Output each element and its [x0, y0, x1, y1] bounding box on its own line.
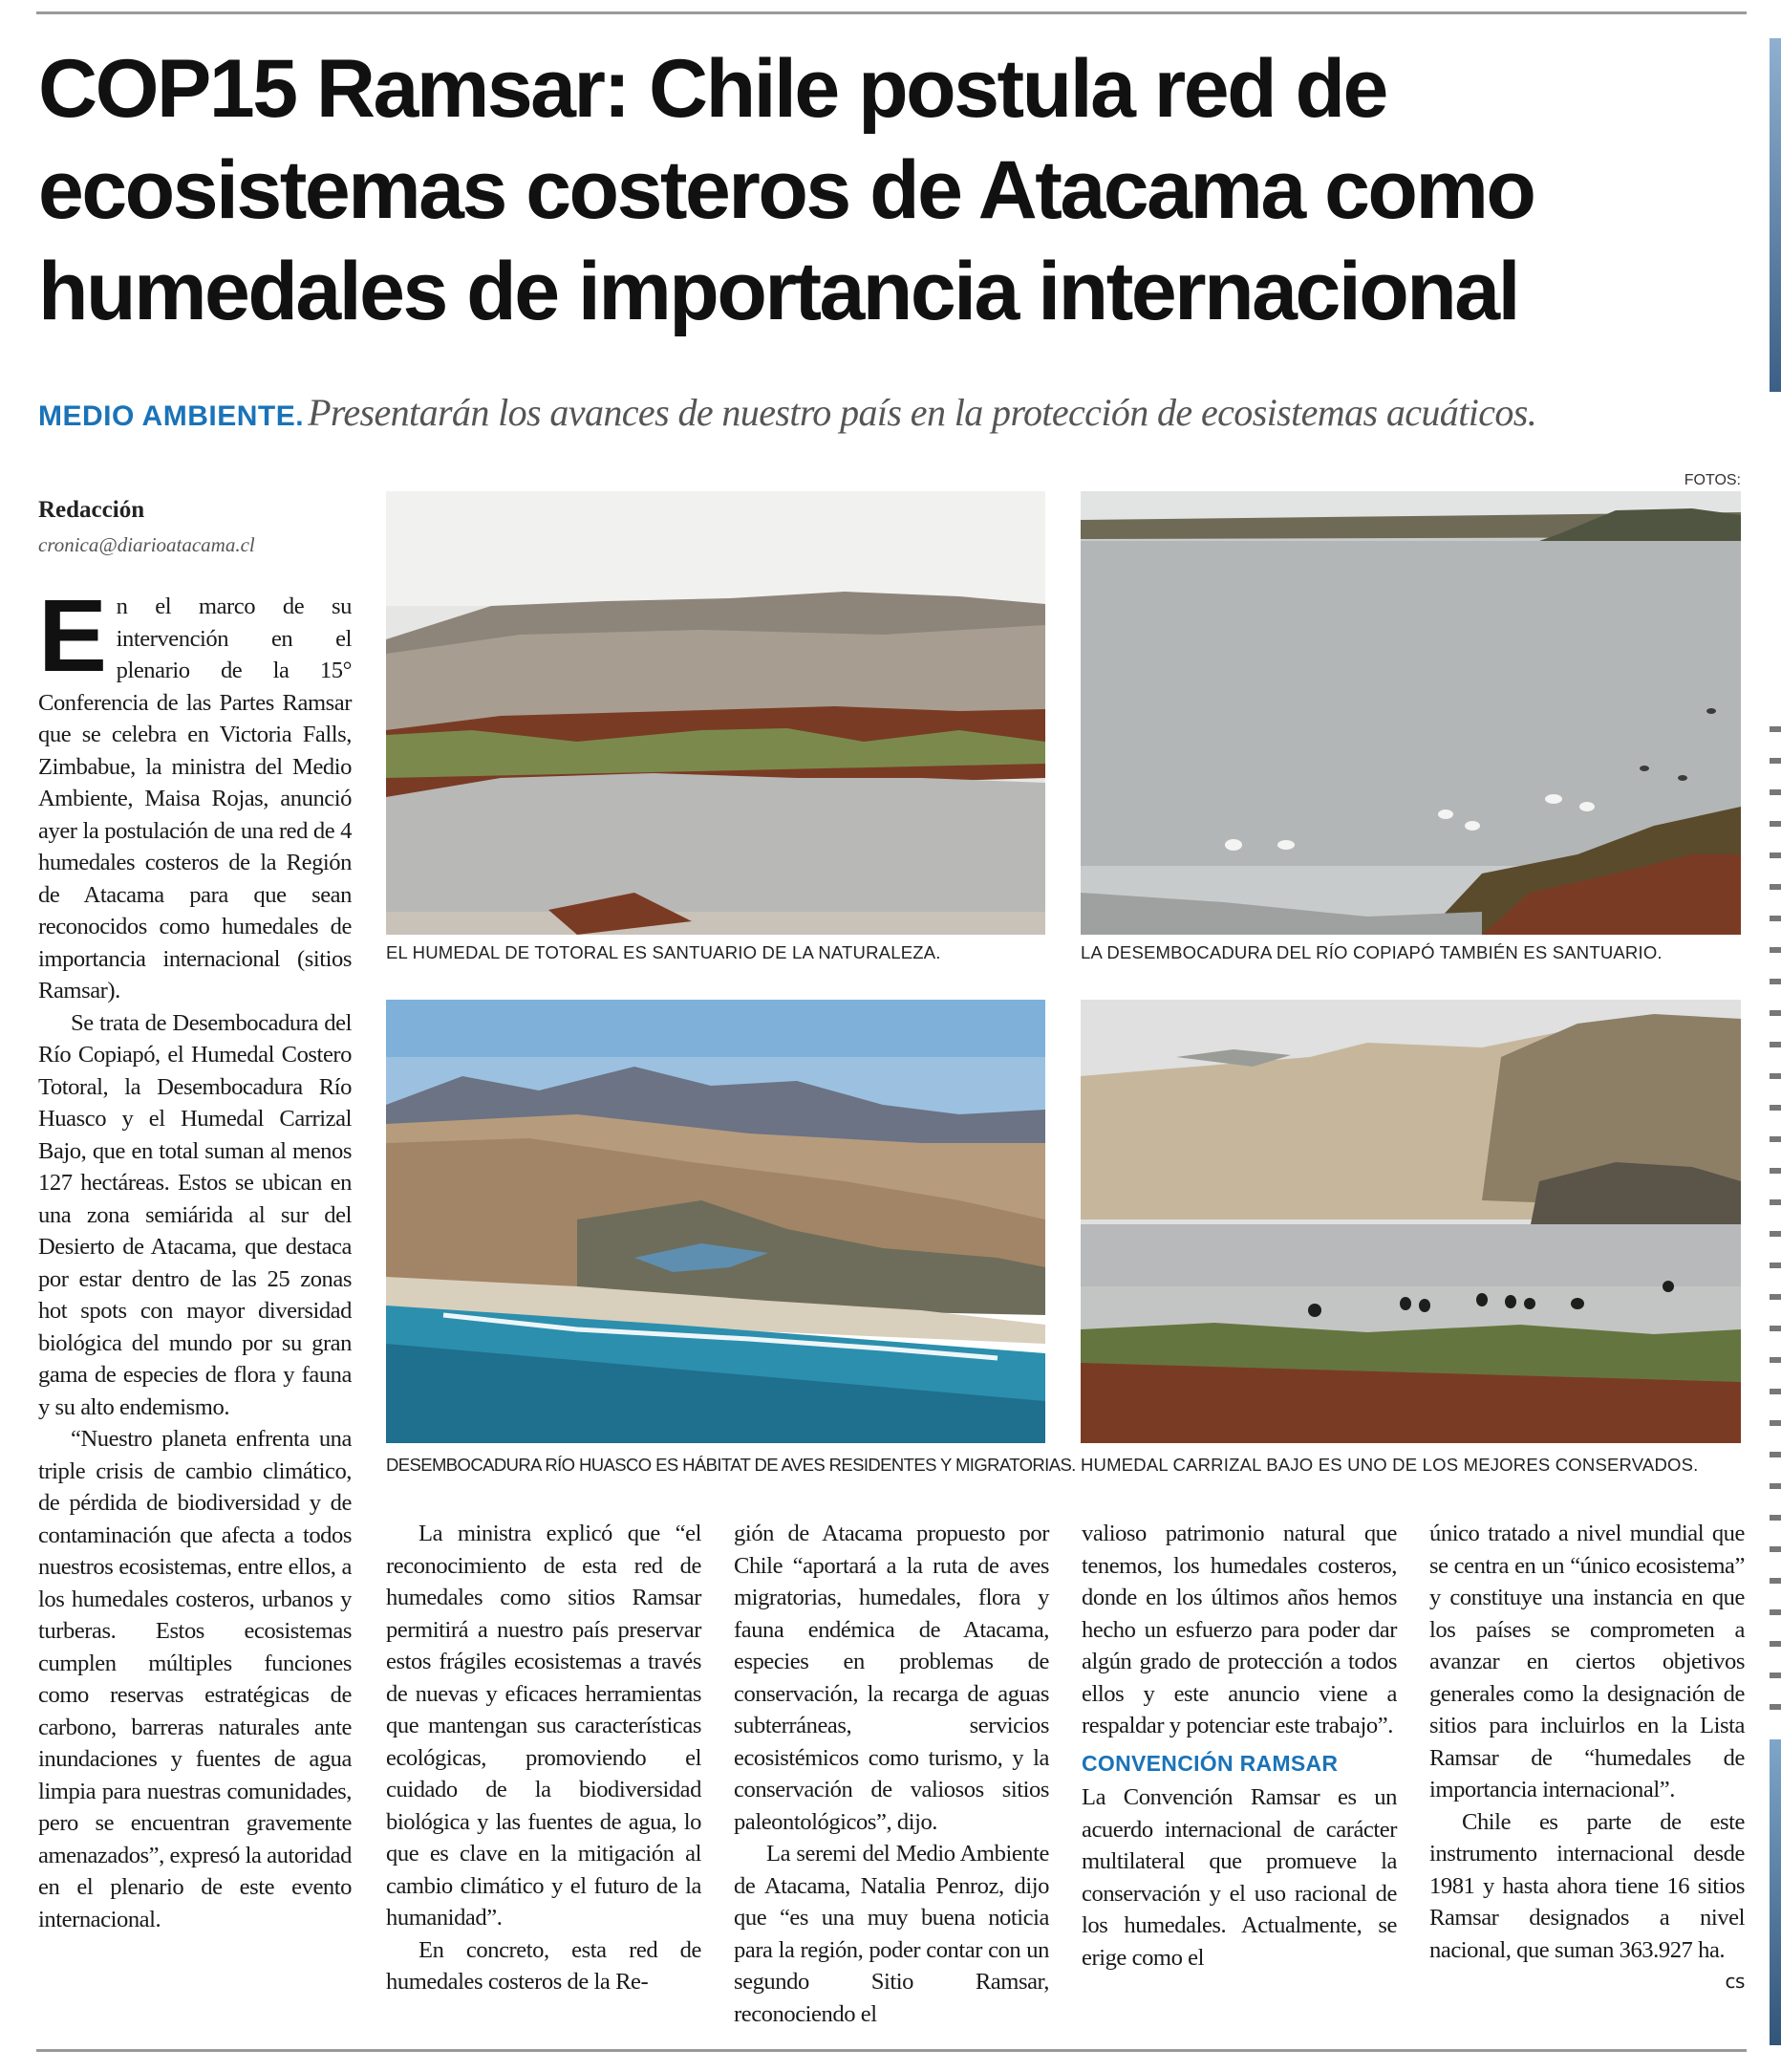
photo-totoral-caption: EL HUMEDAL DE TOTORAL ES SANTUARIO DE LA NATURALEZA.: [386, 942, 941, 962]
article-paragraph: “Nuestro planeta enfrenta una triple crisis de cambio climático, de pérdida de biodiversidad y de contaminación que afecta a todos nuestros ecosistemas, entre ellos, a los humedales costeros, urbanos y turberas. Estos ecosistemas cumplen múltiples funciones como reservas estratégicas de carbono, barreras naturales ante inundaciones y fuentes de agua limpia para nuestras comunidades, pero se encuentran gravemente amenazados”, expresó la autoridad en el plenario de este evento internacional.: [38, 1426, 352, 1932]
bottom-rule: [36, 2049, 1747, 2052]
section-kicker: MEDIO AMBIENTE.: [38, 400, 305, 432]
deck-text: Presentarán los avances de nuestro país en la protección de ecosistemas acuáticos.: [308, 391, 1537, 434]
deck: [38, 390, 1739, 435]
headline-line-1: COP15 Ramsar: Chile postula red de: [38, 43, 1386, 135]
article-column-2: [386, 1518, 701, 1998]
article-paragraph: Se trata de Desembocadura del Río Copiapó, el Humedal Costero Totoral, la Desembocadura Río Huasco y el Humedal Carrizal Bajo, que en total suman al menos 127 hectáreas. Estos se ubican en una zona semiárida al sur del Desierto de Atacama, que destaca por estar dentro de las 25 zonas hot spots con mayor diversidad biológica del mundo por su gran gama de especies de flora y fauna y su alto endemismo.: [38, 1009, 352, 1420]
photo-rio-huasco: [386, 1000, 1045, 1443]
byline-author: Redacción: [38, 497, 145, 523]
article-paragraph: [38, 577, 352, 1007]
article-paragraph: La seremi del Medio Ambiente de Atacama, Natalia Penroz, dijo que “es una muy buena noticia para la región, poder contar con un segundo Sitio Ramsar, reconociendo el: [734, 1841, 1049, 2027]
photo-rio-copiapo-image: [1081, 491, 1741, 935]
adjacent-text: [1770, 707, 1781, 1711]
article-paragraph: gión de Atacama propuesto por Chile “aportará a la ruta de aves migratorias, humedales, flora y fauna endémica de Atacama, especies en problemas de conservación, la recarga de aguas subterráneas, servicios ecosistémicos como turismo, y la conservación de valiosos sitios paleontológicos”, dijo.: [734, 1521, 1049, 1835]
adjacent-page-edge: [1770, 38, 1781, 2045]
photo-rio-huasco-image: [386, 1000, 1045, 1443]
article-paragraph: La ministra explicó que “el reconocimiento de esta red de humedales como sitios Ramsar permitirá a nuestro país preservar estos frágiles ecosistemas a través de nuevas y eficaces herramientas que mantengan sus características ecológicas, promoviendo el cuidado de la biodiversidad biológica y las fuentes de agua, lo que es clave en la mitigación al cambio climático y el futuro de la humanidad”.: [386, 1521, 701, 1931]
article-paragraph: En concreto, esta red de humedales costeros de la Re-: [386, 1936, 701, 1995]
paragraph-1-text: n el marco de su intervención en el plenario de la 15° Conferencia de las Partes Ramsar que se celebra en Victoria Falls, Zimbabue, la ministra del Medio Ambiente, Maisa Rojas, anunció ayer la postulación de una red de 4 humedales costeros de la Región de Atacama para que sean reconocidos como humedales de importancia internacional (sitios Ramsar).: [38, 594, 352, 1004]
adjacent-photo: [1770, 1739, 1781, 2045]
article-column-3: [734, 1518, 1049, 2030]
article-paragraph: La Convención Ramsar es un acuerdo internacional de carácter multilateral que promueve la conservación y el uso racional de los humedales. Actualmente, se erige como el: [1082, 1784, 1397, 1971]
article-column-1: [38, 577, 352, 1935]
photo-carrizal-bajo: [1081, 1000, 1741, 1443]
article-paragraph: valioso patrimonio natural que tenemos, los humedales costeros, donde en los últimos años hemos hecho un esfuerzo para poder dar algún grado de protección a todos ellos y este anuncio viene a respaldar y potenciar este trabajo”.: [1082, 1521, 1397, 1738]
end-mark-icon: cs: [1725, 1970, 1745, 1993]
top-rule: [36, 11, 1747, 14]
byline-email: cronica@diarioatacama.cl: [38, 533, 255, 556]
photo-rio-huasco-caption: DESEMBOCADURA RÍO HUASCO ES HÁBITAT DE AVES RESIDENTES Y MIGRATORIAS.: [386, 1455, 1076, 1475]
photo-totoral: [386, 491, 1045, 935]
headline: [38, 38, 1739, 342]
article-paragraph: único tratado a nivel mundial que se centra en un “único ecosistema” y constituye una instancia en que los países se comprometen a avanzar en ciertos objetivos generales como la designación de sitios para incluirlos en la Lista Ramsar de “humedales de importancia internacional”.: [1429, 1521, 1745, 1802]
headline-line-3: humedales de importancia internacional: [38, 246, 1518, 337]
photo-credit: FOTOS:: [1684, 472, 1741, 488]
photo-rio-copiapo-caption: LA DESEMBOCADURA DEL RÍO COPIAPÓ TAMBIÉN ES SANTUARIO.: [1081, 942, 1663, 962]
subhead-convencion-ramsar: CONVENCIÓN RAMSAR: [1082, 1750, 1339, 1776]
photo-carrizal-bajo-image: [1081, 1000, 1741, 1443]
paragraph-8-text: Chile es parte de este instrumento internacional desde 1981 y hasta ahora tiene 16 sitios Ramsar designados a nivel nacional, que suman 363.927 ha.: [1429, 1808, 1745, 1963]
headline-line-2: ecosistemas costeros de Atacama como: [38, 144, 1534, 236]
article-paragraph: [1429, 1806, 1745, 1993]
article-column-4: [1082, 1518, 1397, 1974]
article-column-5: [1429, 1518, 1745, 1998]
adjacent-photo: [1770, 38, 1781, 392]
dropcap: E: [38, 577, 107, 693]
photo-carrizal-bajo-caption: HUMEDAL CARRIZAL BAJO ES UNO DE LOS MEJORES CONSERVADOS.: [1081, 1455, 1699, 1475]
photo-totoral-image: [386, 491, 1045, 935]
byline: [38, 497, 354, 557]
photo-rio-copiapo: [1081, 491, 1741, 935]
